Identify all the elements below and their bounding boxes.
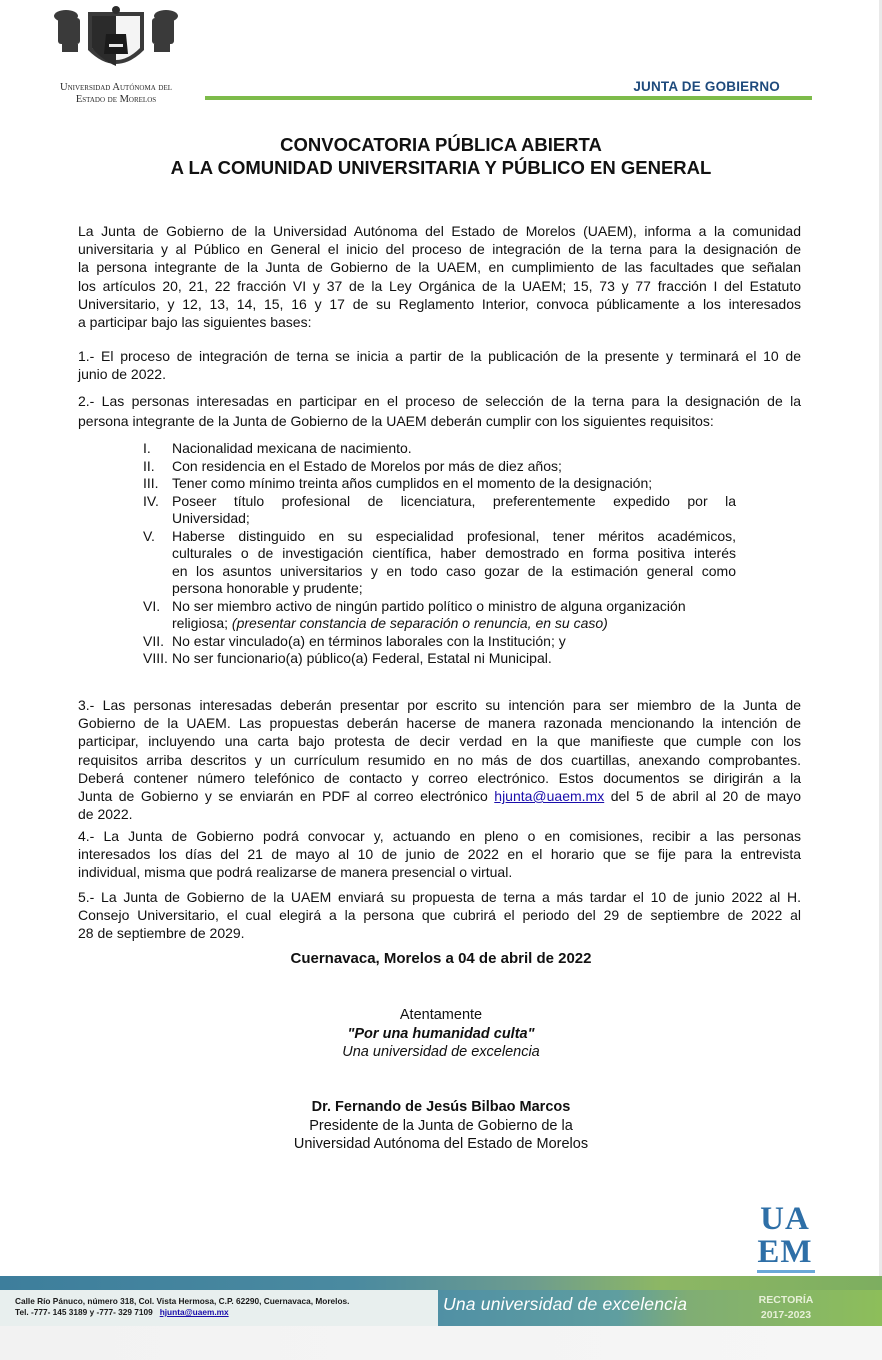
list-item [143,633,736,651]
list-item-text: culturales o de investigación científica, haber demostrado en forma positiva interés [172,545,736,561]
base-5-paragraph [78,888,801,943]
text-line: requisitos arriba descritos y un currículum resumido en no más de dos cuartillas, anexando comprobantes. [78,751,801,768]
text-line: 4.- La Junta de Gobierno podrá convocar y, actuando en pleno o en comisiones, recibir a las personas [78,828,801,844]
junta-de-gobierno-label: JUNTA DE GOBIERNO [633,79,780,94]
list-item-text: Con residencia en el Estado de Morelos por más de diez años; [172,457,562,474]
logo-caption-line2: Estado de Morelos [75,94,157,105]
footer-phone: Tel. -777- 145 3189 y -777- 329 7109 [15,1307,153,1317]
footer-rectoria [748,1293,824,1323]
text-line: 1.- El proceso de integración de terna se inicia a partir de la publicación de la presente y terminará el 10 de [78,348,801,364]
closing-block [0,1006,882,1062]
base-2-paragraph [78,391,801,431]
footer-bottom-strip [0,1326,882,1360]
footer-rectoria-label: RECTORÍA [758,1294,814,1306]
list-item-number: VIII. [143,650,168,666]
list-item-text: Poseer título profesional de licenciatura, preferentemente expedido por la [172,492,736,509]
list-item-number: III. [143,475,159,491]
closing-motto-2: Una universidad de excelencia [342,1044,540,1060]
uaem-wordmark [755,1203,815,1269]
list-item-text: Nacionalidad mexicana de nacimiento. [172,440,412,456]
text-line: 28 de septiembre de 2029. [78,925,245,942]
closing-motto: "Por una humanidad culta" [347,1025,535,1042]
list-item [143,650,736,668]
logo-caption-line1: Universidad Autónoma del [60,82,172,93]
document-title [0,133,882,179]
text-line: de 2022. [78,806,133,823]
text-line: persona integrante de la Junta de Gobierno de la UAEM deberán cumplir con los siguientes requisitos: [78,413,714,429]
text-line: individual, misma que podrá realizarse de manera presencial o virtual. [78,864,513,881]
signer-role-line2: Universidad Autónoma del Estado de Morelos [293,1136,589,1152]
closing-atentamente: Atentamente [399,1007,483,1023]
footer-rectoria-period: 2017-2023 [760,1309,812,1321]
footer-email-link[interactable]: hjunta@uaem.mx [159,1307,229,1317]
base-3-paragraph [78,696,801,823]
list-item-number: V. [143,527,155,544]
uaem-wordmark-rule [757,1270,815,1273]
text-line: Universitario, y 12, 13, 14, 15, 16 y 17 de su Reglamento Interior, convoca públicamente a los interesados [78,295,801,312]
text-line: 3.- Las personas interesadas deberán presentar por escrito su intención para ser miembro de la Junta de [78,697,801,713]
footer-address-line: Calle Río Pánuco, número 318, Col. Vista Hermosa, C.P. 62290, Cuernavaca, Morelos. [15,1296,350,1306]
list-item-text-note: (presentar constancia de separación o renuncia, en su caso) [231,615,608,631]
text-segment: Junta de Gobierno y se enviarán en PDF al correo electrónico [78,788,495,805]
footer-address [15,1296,349,1318]
title-line1: CONVOCATORIA PÚBLICA ABIERTA [280,134,602,155]
list-item-text: No ser funcionario(a) público(a) Federal, Estatal ni Municipal. [172,650,552,666]
list-item-text: en los asuntos universitarios y en todo caso gozar de la estimación general como [172,562,736,579]
list-item-number: VI. [143,597,161,614]
text-line: junio de 2022. [78,366,166,383]
list-item-text: Haberse distinguido en su especialidad profesional, tener méritos académicos, [172,527,736,544]
header-rule [205,96,812,100]
text-line: a participar bajo las siguientes bases: [78,314,312,331]
text-line: La Junta de Gobierno de la Universidad Autónoma del Estado de Morelos (UAEM), informa a la comunidad [78,223,801,239]
text-line: universitaria y al Público en General el inicio del proceso de integración de la terna para la designación de [78,241,801,258]
list-item-number: VII. [143,632,165,649]
text-line: interesados los días del 21 de mayo al 10 de junio de 2022 en el horario que se fije para la entrevista [78,846,801,863]
text-line: la persona integrante de la Junta de Gobierno de la UAEM, en cumplimiento de las facultades que señalan [78,259,801,276]
text-segment: del 5 de abril al 20 de mayo [604,788,802,805]
signer-name: Dr. Fernando de Jesús Bilbao Marcos [311,1099,571,1115]
coat-of-arms-icon [48,4,184,82]
list-item-text [172,615,736,633]
list-item [143,475,736,493]
list-item-text: Tener como mínimo treinta años cumplidos en el momento de la designación; [172,475,653,491]
list-item [143,440,736,458]
text-line: Consejo Universitario, el cual elegirá a la persona que cubrirá el periodo del 29 de septiembre de 2022 al [78,907,801,924]
requirements-list [143,440,736,668]
list-item-text: No ser miembro activo de ningún partido político o ministro de alguna organización [172,597,686,614]
signature-block [0,1098,882,1154]
uaem-wordmark-line1: UA [760,1201,810,1237]
list-item-number: I. [143,440,151,456]
text-line: 2.- Las personas interesadas en participar en el proceso de selección de la terna para la designación de la [78,393,801,409]
list-item-text: No estar vinculado(a) en términos laborales con la Institución; y [172,632,566,649]
text-line: Deberá contener número telefónico de contacto y correo electrónico. Estos documentos se dirigirán a la [78,769,801,786]
footer-slogan: Una universidad de excelencia [443,1294,688,1314]
text-line: 5.- La Junta de Gobierno de la UAEM enviará su propuesta de terna a más tardar el 10 de junio 2022 al H. [78,889,801,905]
text-line [78,787,801,805]
logo-caption [48,82,184,106]
email-link[interactable]: hjunta@uaem.mx [494,788,605,805]
intro-paragraph [78,222,801,331]
footer-contact-line [15,1307,349,1318]
list-item [143,493,736,528]
text-line: Gobierno de la UAEM. Las propuestas deberán hacerse de manera razonada mencionando la intención de [78,715,801,732]
list-item-text: persona honorable y prudente; [172,580,363,596]
text-line: los artículos 20, 21, 22 fracción VI y 37 de la Ley Orgánica de la UAEM; 15, 73 y 77 fracción I del Estatuto [78,277,801,294]
list-item [143,458,736,476]
base-4-paragraph [78,827,801,882]
place-date: Cuernavaca, Morelos a 04 de abril de 2022 [290,950,592,967]
list-item-number: IV. [143,492,159,509]
list-item-text-plain: religiosa; [172,615,232,631]
text-line: participar, incluyendo una carta bajo protesta de decir verdad en la que manifieste que cumple con los [78,733,801,750]
uaem-wordmark-line2: EM [757,1234,813,1270]
title-line2: A LA COMUNIDAD UNIVERSITARIA Y PÚBLICO EN GENERAL [170,157,712,178]
list-item-number: II. [143,457,155,474]
list-item [143,598,736,633]
list-item-text: Universidad; [172,510,250,526]
list-item [143,528,736,598]
uaem-logo [48,4,184,108]
signer-role-line1: Presidente de la Junta de Gobierno de la [309,1117,573,1134]
base-1-paragraph [78,347,801,383]
